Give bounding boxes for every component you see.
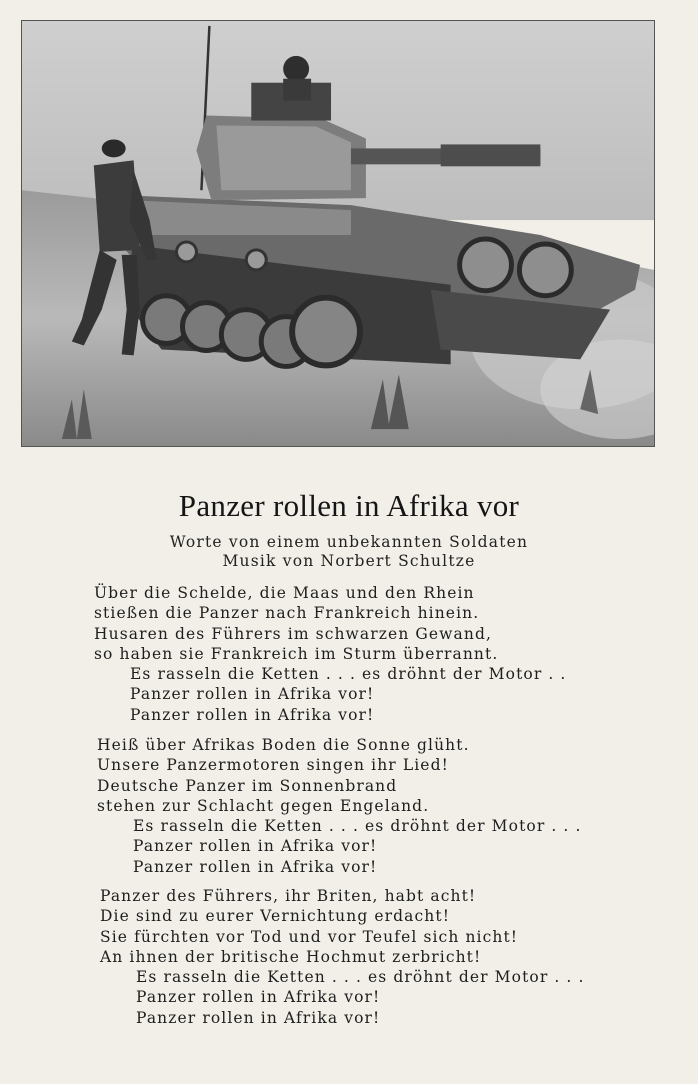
verse-line: Deutsche Panzer im Sonnenbrand: [97, 776, 398, 795]
refrain-line: Es rasseln die Ketten . . . es dröhnt der Motor . .: [130, 665, 567, 684]
stanza-3: [100, 886, 585, 1028]
verse-line: An ihnen der britische Hochmut zerbricht!: [100, 947, 482, 966]
tank-photograph: [21, 20, 655, 447]
verse-line: Über die Schelde, die Maas und den Rhein: [94, 584, 475, 602]
refrain-line: Es rasseln die Ketten . . . es dröhnt der Motor . . .: [133, 817, 582, 836]
song-title: Panzer rollen in Afrika vor: [178, 488, 520, 523]
verse-line: Husaren des Führers im schwarzen Gewand,: [94, 624, 493, 643]
refrain-line: Panzer rollen in Afrika vor!: [130, 685, 375, 704]
verse-line: so haben sie Frankreich im Sturm überrannt.: [94, 644, 499, 663]
verse-line: Panzer des Führers, ihr Briten, habt acht!: [100, 887, 477, 905]
tank-photo-illustration: [22, 21, 654, 446]
refrain-line: Panzer rollen in Afrika vor!: [133, 837, 378, 856]
verse-line: stießen die Panzer nach Frankreich hinein.: [94, 604, 480, 623]
commander-figure: [283, 56, 309, 82]
stanza-1: [94, 583, 566, 725]
music-credit: Musik von Norbert Schultze: [222, 552, 476, 570]
lyrics-credit: Worte von einem unbekannten Soldaten: [169, 533, 529, 551]
refrain-line: Panzer rollen in Afrika vor!: [130, 705, 375, 724]
refrain-line: Es rasseln die Ketten . . . es dröhnt der Motor . . .: [136, 968, 585, 987]
refrain-line: Panzer rollen in Afrika vor!: [133, 857, 378, 876]
refrain-line: Panzer rollen in Afrika vor!: [136, 988, 381, 1007]
verse-line: stehen zur Schlacht gegen Engeland.: [97, 796, 430, 815]
verse-line: Heiß über Afrikas Boden die Sonne glüht.: [97, 736, 470, 754]
verse-line: Sie fürchten vor Tod und vor Teufel sich nicht!: [100, 927, 519, 946]
verse-line: Unsere Panzermotoren singen ihr Lied!: [97, 756, 449, 775]
stanza-2: [97, 735, 582, 877]
refrain-line: Panzer rollen in Afrika vor!: [136, 1008, 381, 1027]
verse-line: Die sind zu eurer Vernichtung erdacht!: [100, 907, 451, 926]
